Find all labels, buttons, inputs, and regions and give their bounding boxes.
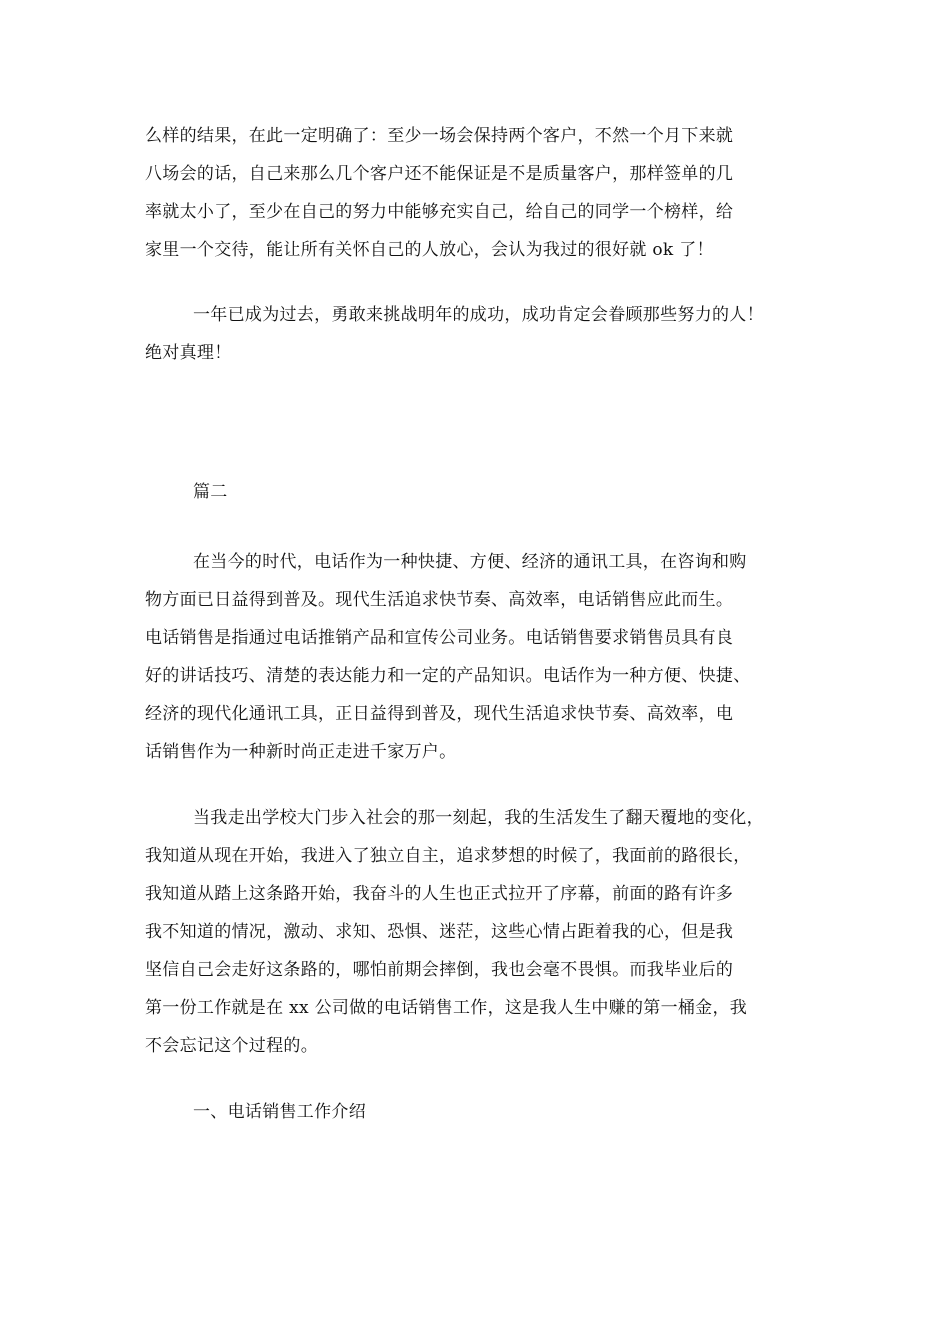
paragraph-4 bbox=[145, 799, 815, 1065]
paragraph-line: 率就太小了，至少在自己的努力中能够充实自己，给自己的同学一个榜样，给 bbox=[145, 202, 734, 222]
paragraph-2 bbox=[145, 296, 815, 372]
paragraph-line: 当我走出学校大门步入社会的那一刻起，我的生活发生了翻天覆地的变化， bbox=[193, 808, 764, 828]
paragraph-line: 在当今的时代，电话作为一种快捷、方便、经济的通讯工具，在咨询和购 bbox=[193, 552, 747, 572]
paragraph-line: 物方面已日益得到普及。现代生活追求快节奏、高效率，电话销售应此而生。 bbox=[145, 590, 734, 610]
paragraph-3 bbox=[145, 543, 815, 771]
paragraph-line: 么样的结果，在此一定明确了：至少一场会保持两个客户，不然一个月下来就 bbox=[145, 126, 734, 146]
section-heading-1 bbox=[145, 1093, 815, 1131]
paragraph-1 bbox=[145, 117, 815, 269]
paragraph-line: 好的讲话技巧、清楚的表达能力和一定的产品知识。电话作为一种方便、快捷、 bbox=[145, 666, 751, 686]
paragraph-line: 我不知道的情况，激动、求知、恐惧、迷茫，这些心情占距着我的心，但是我 bbox=[145, 922, 734, 942]
heading-text: 一、电话销售工作介绍 bbox=[193, 1102, 366, 1122]
paragraph-line: 绝对真理！ bbox=[145, 343, 232, 363]
paragraph-line: 我知道从现在开始，我进入了独立自主，追求梦想的时候了，我面前的路很长， bbox=[145, 846, 751, 866]
paragraph-line: 电话销售是指通过电话推销产品和宣传公司业务。电话销售要求销售员具有良 bbox=[145, 628, 734, 648]
paragraph-line: 我知道从踏上这条路开始，我奋斗的人生也正式拉开了序幕，前面的路有许多 bbox=[145, 884, 734, 904]
paragraph-line: 一年已成为过去，勇敢来挑战明年的成功，成功肯定会眷顾那些努力的人！ bbox=[193, 305, 764, 325]
paragraph-line: 经济的现代化通讯工具，正日益得到普及，现代生活追求快节奏、高效率，电 bbox=[145, 704, 734, 724]
paragraph-line: 第一份工作就是在 xx 公司做的电话销售工作，这是我人生中赚的第一桶金，我 bbox=[145, 998, 748, 1018]
paragraph-line: 坚信自己会走好这条路的，哪怕前期会摔倒，我也会毫不畏惧。而我毕业后的 bbox=[145, 960, 734, 980]
paragraph-line: 家里一个交待，能让所有关怀自己的人放心，会认为我过的很好就 ok 了！ bbox=[145, 240, 714, 260]
heading-text: 篇二 bbox=[193, 482, 228, 502]
paragraph-line: 不会忘记这个过程的。 bbox=[145, 1036, 318, 1056]
paragraph-line: 话销售作为一种新时尚正走进千家万户。 bbox=[145, 742, 457, 762]
section-heading-pian2 bbox=[145, 473, 815, 511]
paragraph-line: 八场会的话，自己来那么几个客户还不能保证是不是质量客户，那样签单的几 bbox=[145, 164, 734, 184]
